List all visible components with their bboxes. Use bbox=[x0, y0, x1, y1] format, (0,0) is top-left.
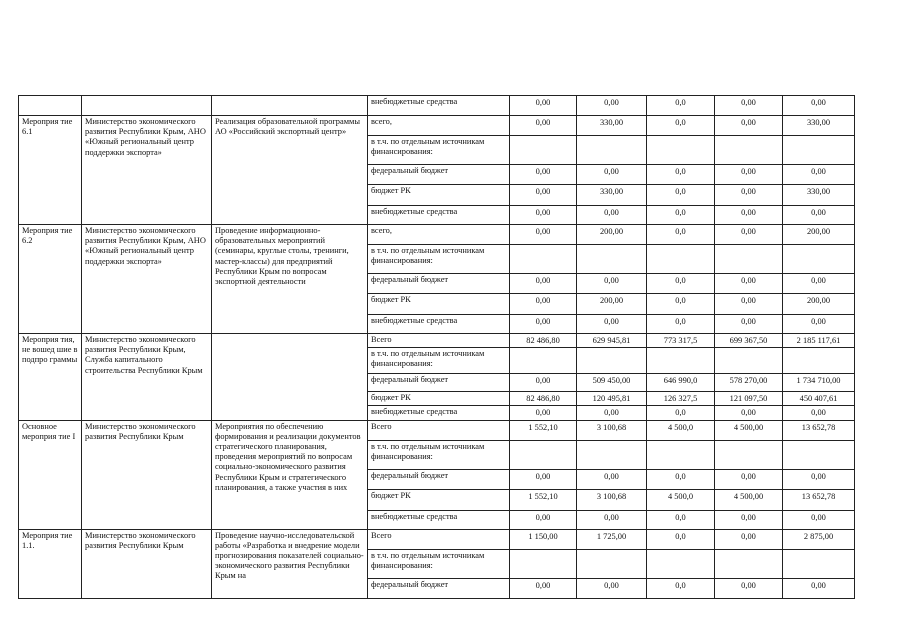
value-cell: 3 100,68 bbox=[577, 489, 647, 510]
value-cell bbox=[510, 440, 577, 469]
source-label: внебюджетные средства bbox=[368, 96, 510, 116]
value-cell: 200,00 bbox=[577, 294, 647, 315]
value-cell bbox=[577, 245, 647, 274]
value-cell: 0,00 bbox=[510, 469, 577, 489]
value-cell: 0,00 bbox=[715, 294, 783, 315]
value-cell bbox=[577, 348, 647, 374]
value-cell: 0,00 bbox=[510, 294, 577, 315]
value-cell: 0,00 bbox=[783, 165, 855, 185]
value-cell bbox=[510, 348, 577, 374]
value-cell: 0,00 bbox=[783, 469, 855, 489]
org-cell: Министерство экономического развития Республики Крым bbox=[82, 529, 212, 598]
desc-cell: Реализация образовательной программы АО «Российский экспортный центр» bbox=[212, 116, 368, 225]
source-label: всего, bbox=[368, 116, 510, 136]
value-cell: 0,00 bbox=[783, 406, 855, 420]
value-cell bbox=[715, 549, 783, 578]
event-cell: Мероприя тия, не вошед шие в подпро граммы bbox=[19, 334, 82, 421]
value-cell: 0,00 bbox=[510, 185, 577, 206]
value-cell: 0,00 bbox=[510, 206, 577, 225]
value-cell: 0,00 bbox=[783, 510, 855, 529]
source-label: Всего bbox=[368, 420, 510, 440]
org-cell: Министерство экономического развития Республики Крым, Служба капитального строительства Республики Крым bbox=[82, 334, 212, 421]
table-row bbox=[19, 225, 855, 245]
value-cell bbox=[510, 136, 577, 165]
source-label: внебюджетные средства bbox=[368, 206, 510, 225]
value-cell: 0,00 bbox=[783, 578, 855, 598]
source-label: Всего bbox=[368, 334, 510, 348]
value-cell: 0,00 bbox=[510, 578, 577, 598]
value-cell: 0,00 bbox=[715, 274, 783, 294]
value-cell: 0,00 bbox=[577, 274, 647, 294]
value-cell: 450 407,61 bbox=[783, 392, 855, 406]
desc-cell bbox=[212, 96, 368, 116]
value-cell bbox=[647, 245, 715, 274]
value-cell: 646 990,0 bbox=[647, 374, 715, 392]
source-label: в т.ч. по отдельным источникам финансирования: bbox=[368, 245, 510, 274]
value-cell: 0,0 bbox=[647, 165, 715, 185]
value-cell: 0,00 bbox=[715, 315, 783, 334]
value-cell bbox=[783, 348, 855, 374]
value-cell: 1 552,10 bbox=[510, 489, 577, 510]
value-cell: 0,00 bbox=[577, 469, 647, 489]
source-label: федеральный бюджет bbox=[368, 578, 510, 598]
value-cell: 0,00 bbox=[715, 96, 783, 116]
source-label: в т.ч. по отдельным источникам финансирования: bbox=[368, 549, 510, 578]
value-cell: 0,00 bbox=[577, 96, 647, 116]
value-cell: 0,00 bbox=[715, 406, 783, 420]
source-label: в т.ч. по отдельным источникам финансирования: bbox=[368, 348, 510, 374]
desc-cell: Проведение информационно-образовательных мероприятий (семинары, круглые столы, тренинги, мастер-классы) для предприятий Республики Крым по вопросам экспортной деятельности bbox=[212, 225, 368, 334]
value-cell: 0,00 bbox=[715, 529, 783, 549]
value-cell: 0,00 bbox=[577, 406, 647, 420]
value-cell: 4 500,00 bbox=[715, 420, 783, 440]
org-cell: Министерство экономического развития Республики Крым, АНО «Южный региональный центр поддержки экспорта» bbox=[82, 225, 212, 334]
value-cell: 0,00 bbox=[715, 578, 783, 598]
value-cell: 0,00 bbox=[715, 225, 783, 245]
value-cell: 0,00 bbox=[577, 510, 647, 529]
org-cell bbox=[82, 96, 212, 116]
value-cell: 0,00 bbox=[715, 185, 783, 206]
value-cell: 0,00 bbox=[715, 206, 783, 225]
value-cell: 1 552,10 bbox=[510, 420, 577, 440]
value-cell: 0,00 bbox=[510, 374, 577, 392]
value-cell: 0,00 bbox=[783, 315, 855, 334]
value-cell: 0,00 bbox=[510, 315, 577, 334]
value-cell: 0,0 bbox=[647, 225, 715, 245]
value-cell: 3 100,68 bbox=[577, 420, 647, 440]
desc-cell: Проведение научно-исследовательской работы «Разработка и внедрение модели прогнозирования показателей социально-экономического развития Республики Крым на bbox=[212, 529, 368, 598]
value-cell: 4 500,0 bbox=[647, 420, 715, 440]
source-label: внебюджетные средства bbox=[368, 315, 510, 334]
org-cell: Министерство экономического развития Республики Крым bbox=[82, 420, 212, 529]
source-label: федеральный бюджет bbox=[368, 165, 510, 185]
value-cell: 0,0 bbox=[647, 469, 715, 489]
source-label: бюджет РК bbox=[368, 392, 510, 406]
value-cell bbox=[647, 136, 715, 165]
value-cell bbox=[510, 245, 577, 274]
value-cell: 509 450,00 bbox=[577, 374, 647, 392]
value-cell: 0,00 bbox=[510, 406, 577, 420]
event-cell: Основное мероприя тие I bbox=[19, 420, 82, 529]
value-cell: 330,00 bbox=[783, 185, 855, 206]
value-cell: 1 150,00 bbox=[510, 529, 577, 549]
event-cell bbox=[19, 96, 82, 116]
value-cell: 0,0 bbox=[647, 116, 715, 136]
value-cell: 578 270,00 bbox=[715, 374, 783, 392]
value-cell: 0,00 bbox=[510, 274, 577, 294]
value-cell: 0,00 bbox=[510, 96, 577, 116]
table-row bbox=[19, 334, 855, 348]
value-cell: 0,0 bbox=[647, 96, 715, 116]
table-row bbox=[19, 96, 855, 116]
value-cell: 0,00 bbox=[783, 206, 855, 225]
value-cell bbox=[783, 245, 855, 274]
source-label: в т.ч. по отдельным источникам финансирования: bbox=[368, 136, 510, 165]
value-cell: 0,00 bbox=[510, 165, 577, 185]
value-cell: 121 097,50 bbox=[715, 392, 783, 406]
event-cell: Мероприя тие 6.1 bbox=[19, 116, 82, 225]
value-cell: 0,00 bbox=[783, 96, 855, 116]
value-cell: 0,00 bbox=[715, 116, 783, 136]
value-cell: 330,00 bbox=[577, 116, 647, 136]
value-cell: 330,00 bbox=[577, 185, 647, 206]
value-cell: 13 652,78 bbox=[783, 420, 855, 440]
value-cell: 4 500,0 bbox=[647, 489, 715, 510]
value-cell bbox=[715, 440, 783, 469]
source-label: в т.ч. по отдельным источникам финансирования: bbox=[368, 440, 510, 469]
value-cell bbox=[783, 440, 855, 469]
value-cell: 0,0 bbox=[647, 406, 715, 420]
value-cell: 0,00 bbox=[715, 469, 783, 489]
value-cell: 0,0 bbox=[647, 315, 715, 334]
source-label: федеральный бюджет bbox=[368, 469, 510, 489]
value-cell: 0,00 bbox=[510, 510, 577, 529]
value-cell bbox=[577, 549, 647, 578]
value-cell bbox=[783, 136, 855, 165]
source-label: всего, bbox=[368, 225, 510, 245]
value-cell: 2 875,00 bbox=[783, 529, 855, 549]
value-cell: 82 486,80 bbox=[510, 334, 577, 348]
value-cell: 0,0 bbox=[647, 185, 715, 206]
value-cell bbox=[783, 549, 855, 578]
value-cell: 120 495,81 bbox=[577, 392, 647, 406]
value-cell: 330,00 bbox=[783, 116, 855, 136]
table-row bbox=[19, 529, 855, 549]
value-cell bbox=[577, 440, 647, 469]
table-row bbox=[19, 420, 855, 440]
value-cell: 2 185 117,61 bbox=[783, 334, 855, 348]
event-cell: Мероприя тие 1.1. bbox=[19, 529, 82, 598]
value-cell: 0,00 bbox=[577, 206, 647, 225]
value-cell bbox=[715, 348, 783, 374]
value-cell: 82 486,80 bbox=[510, 392, 577, 406]
source-label: бюджет РК bbox=[368, 489, 510, 510]
value-cell: 200,00 bbox=[783, 225, 855, 245]
source-label: федеральный бюджет bbox=[368, 374, 510, 392]
table-row bbox=[19, 116, 855, 136]
value-cell bbox=[715, 245, 783, 274]
value-cell: 0,0 bbox=[647, 294, 715, 315]
value-cell: 0,00 bbox=[715, 165, 783, 185]
value-cell bbox=[715, 136, 783, 165]
value-cell: 1 734 710,00 bbox=[783, 374, 855, 392]
value-cell: 0,00 bbox=[577, 165, 647, 185]
value-cell: 0,0 bbox=[647, 206, 715, 225]
value-cell: 773 317,5 bbox=[647, 334, 715, 348]
value-cell: 200,00 bbox=[577, 225, 647, 245]
value-cell: 126 327,5 bbox=[647, 392, 715, 406]
value-cell bbox=[647, 440, 715, 469]
value-cell: 200,00 bbox=[783, 294, 855, 315]
event-cell: Мероприя тие 6.2 bbox=[19, 225, 82, 334]
value-cell bbox=[510, 549, 577, 578]
value-cell: 0,00 bbox=[510, 116, 577, 136]
value-cell: 13 652,78 bbox=[783, 489, 855, 510]
source-label: бюджет РК bbox=[368, 185, 510, 206]
value-cell: 699 367,50 bbox=[715, 334, 783, 348]
desc-cell bbox=[212, 334, 368, 421]
source-label: внебюджетные средства bbox=[368, 406, 510, 420]
value-cell: 0,00 bbox=[510, 225, 577, 245]
value-cell bbox=[577, 136, 647, 165]
org-cell: Министерство экономического развития Республики Крым, АНО «Южный региональный центр поддержки экспорта» bbox=[82, 116, 212, 225]
value-cell: 0,0 bbox=[647, 510, 715, 529]
value-cell: 0,00 bbox=[783, 274, 855, 294]
value-cell: 0,0 bbox=[647, 274, 715, 294]
value-cell: 4 500,00 bbox=[715, 489, 783, 510]
financing-table bbox=[18, 95, 855, 599]
value-cell: 0,00 bbox=[715, 510, 783, 529]
source-label: бюджет РК bbox=[368, 294, 510, 315]
source-label: внебюджетные средства bbox=[368, 510, 510, 529]
value-cell bbox=[647, 549, 715, 578]
value-cell: 0,00 bbox=[577, 578, 647, 598]
value-cell: 0,0 bbox=[647, 578, 715, 598]
source-label: федеральный бюджет bbox=[368, 274, 510, 294]
value-cell: 629 945,81 bbox=[577, 334, 647, 348]
value-cell bbox=[647, 348, 715, 374]
desc-cell: Мероприятия по обеспечению формирования и реализации документов стратегического планирования, проведения мероприятий по вопросам социально-экономического развития Республики Крым и стратегического планирования, а также участия в них bbox=[212, 420, 368, 529]
value-cell: 0,0 bbox=[647, 529, 715, 549]
source-label: Всего bbox=[368, 529, 510, 549]
value-cell: 1 725,00 bbox=[577, 529, 647, 549]
value-cell: 0,00 bbox=[577, 315, 647, 334]
